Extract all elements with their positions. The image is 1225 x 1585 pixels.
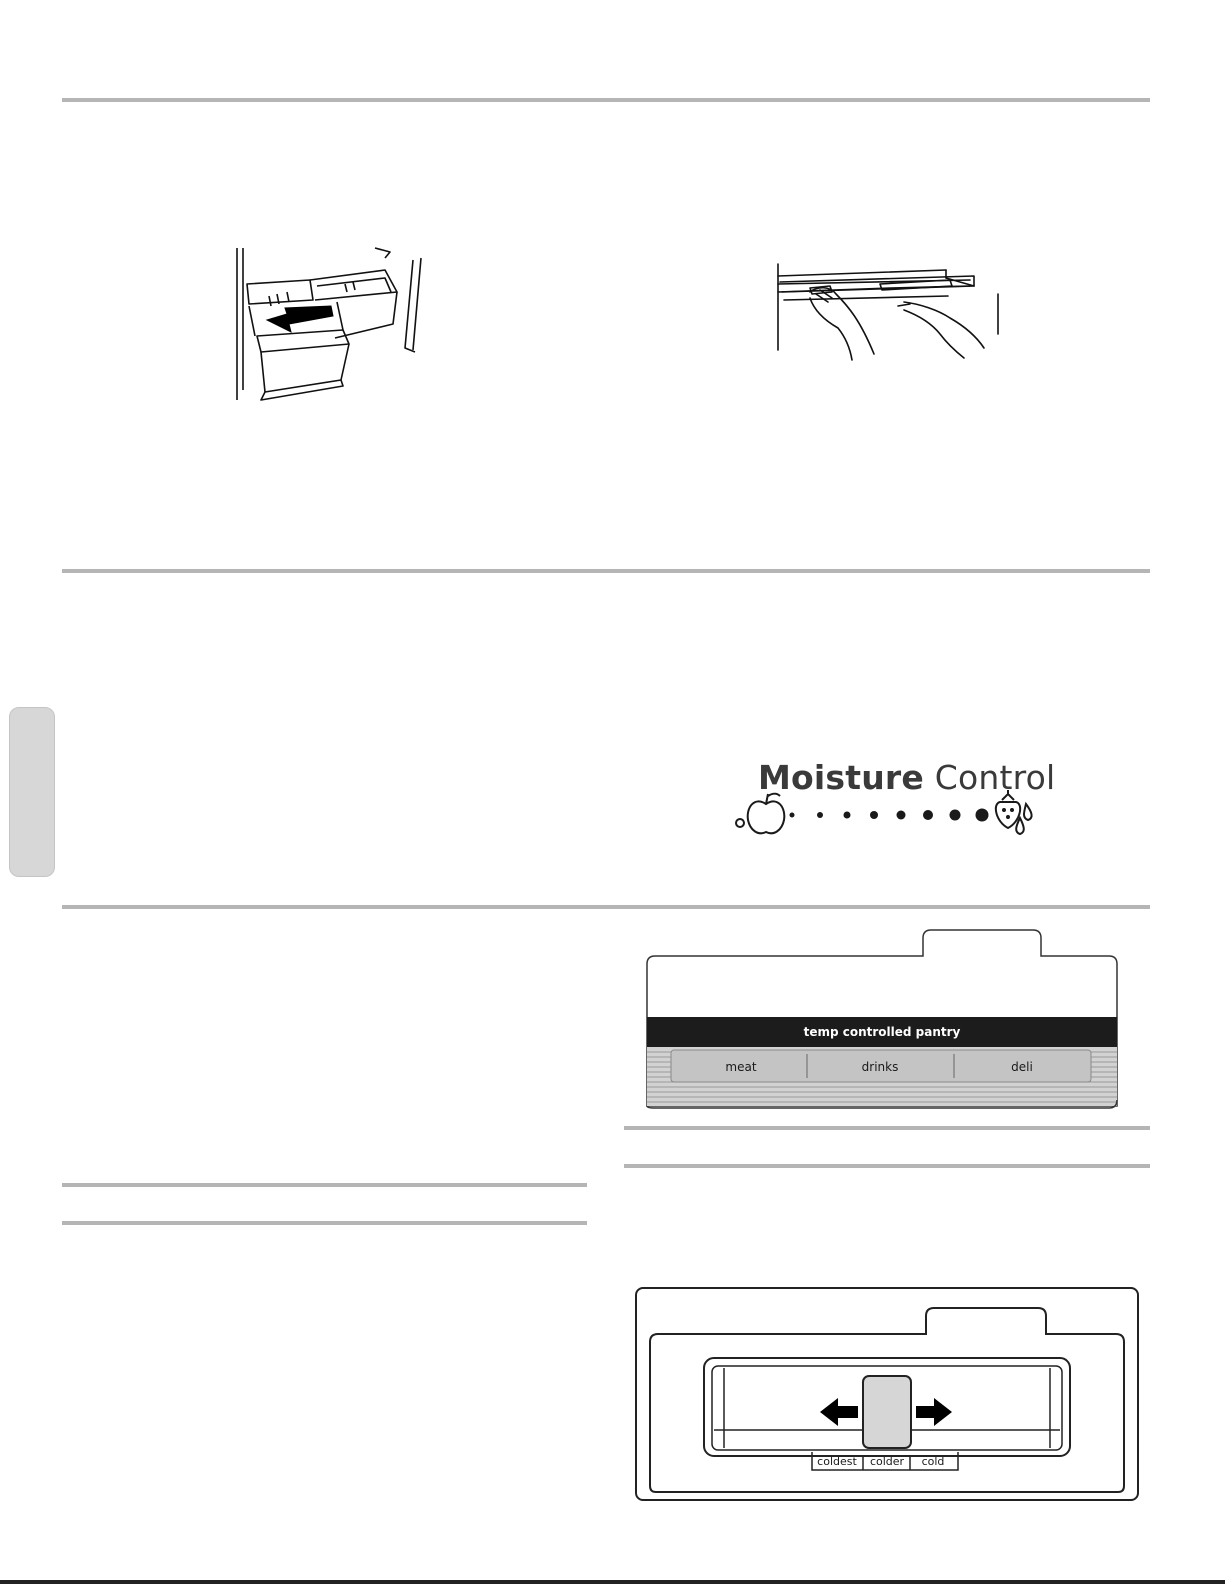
- temp-slider-handle[interactable]: [863, 1376, 911, 1448]
- slider-label-cold: cold: [921, 1455, 945, 1468]
- section-rule-right-2: [624, 1164, 1150, 1168]
- temp-slider-panel: [634, 1286, 1140, 1504]
- page-bottom-rule: [0, 1580, 1225, 1584]
- section-rule-lower: [62, 905, 1150, 909]
- drawer-removal-illustration: [225, 240, 435, 405]
- pantry-option-meat[interactable]: meat: [725, 1060, 757, 1074]
- section-rule-top: [62, 98, 1150, 102]
- section-rule-left-1: [62, 1183, 587, 1187]
- section-rule-right-1: [624, 1126, 1150, 1130]
- moisture-level-dots: [790, 809, 989, 822]
- chapter-side-tab: [9, 707, 55, 877]
- pantry-option-deli[interactable]: deli: [1011, 1060, 1033, 1074]
- section-rule-left-2: [62, 1221, 587, 1225]
- pantry-control-panel: [645, 928, 1120, 1110]
- pantry-option-drinks[interactable]: drinks: [861, 1060, 899, 1074]
- moisture-control-scale: [730, 788, 1040, 843]
- pantry-header: temp controlled pantry: [803, 1025, 961, 1039]
- moisture-control-title-bold: Moisture: [758, 758, 924, 797]
- shelf-hands-illustration: [770, 258, 1010, 368]
- apple-icon: [736, 794, 784, 834]
- section-rule-middle: [62, 569, 1150, 573]
- slider-label-colder: colder: [869, 1455, 905, 1468]
- strawberry-icon: [996, 790, 1032, 834]
- slider-label-coldest: coldest: [817, 1455, 857, 1468]
- pull-arrow-icon: [267, 306, 333, 332]
- moisture-control-title-regular: Control: [934, 758, 1056, 797]
